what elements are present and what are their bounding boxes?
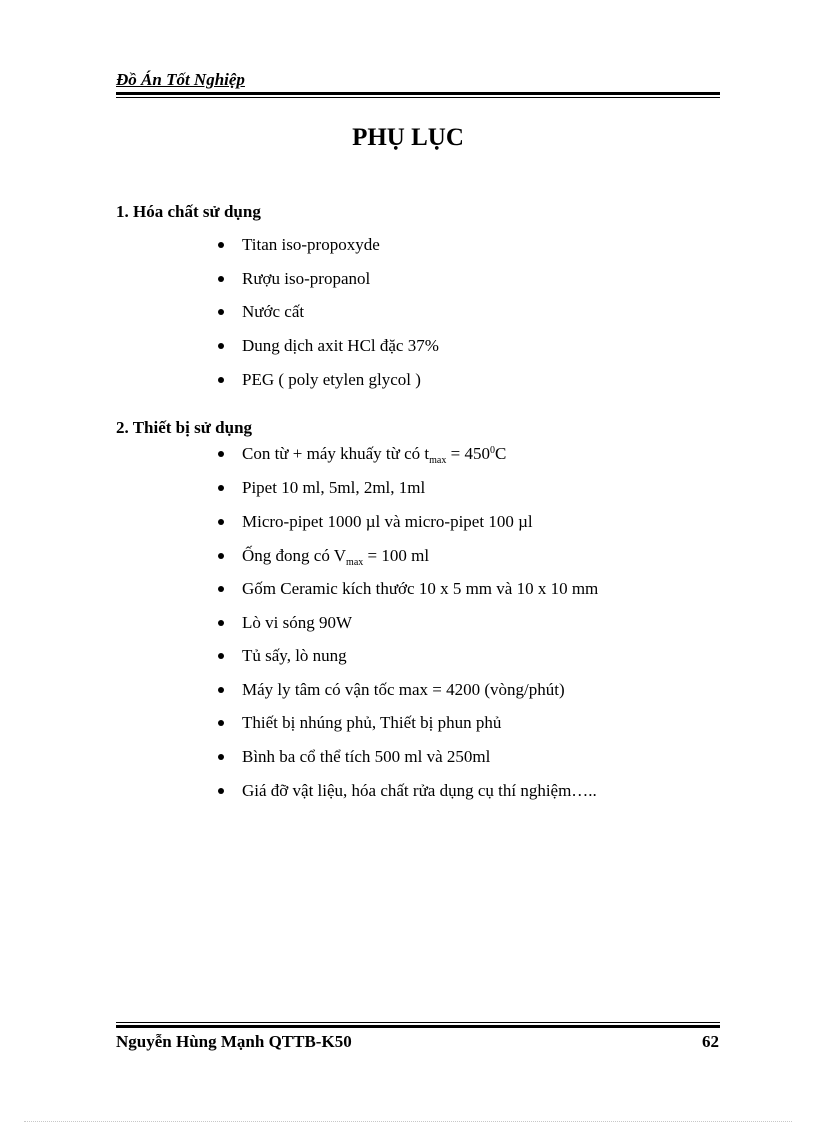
page-title: PHỤ LỤC [352,124,464,151]
header-rule-thick [116,92,720,95]
document-page: Đồ Án Tốt Nghiệp PHỤ LỤC 1. Hóa chất sử dụng Titan iso-propoxyde Rượu iso-propanol Nước cất Dung dịch axit HCl đặc 37% PEG ( poly etylen glycol ) 2. Thiết bị sử dụng Con từ + máy khuấy từ có $t_{max} = 450^0C$ Pipet 10 ml, 5ml, 2ml, 1ml Micro-pipet 1000 µl và micro-pipet 100 µl Ống đong có $V_{max} = 100$ ml Gốm Ceramic kích thước 10 x 5 mm và 10 x 10 mm Lò vi sóng 90W Tủ sấy, lò nung Máy ly tâm có vận tốc max = 4200 (vòng/phút) Thiết bị nhúng phủ, Thiết bị phun phủ Bình ba cổ thể tích 500 ml và 250ml Giá đỡ vật liệu, hóa chất rửa dụng cụ thí nghiệm….. Nguyễn Hùng Mạnh QTTB-K50 62 [0,0,816,1123]
section-1-heading: 1. Hóa chất sử dụng [116,202,261,221]
header-title: Đồ Án Tốt Nghiệp [116,70,245,89]
page-edge-divider [24,1121,792,1122]
footer-rule-thin [116,1022,720,1023]
footer-author: Nguyễn Hùng Mạnh QTTB-K50 [116,1032,352,1051]
section-2-heading: 2. Thiết bị sử dụng [116,418,253,437]
page-number: 62 [702,1032,719,1051]
header-rule-thin [116,97,720,98]
footer-rule-thick [116,1025,720,1028]
